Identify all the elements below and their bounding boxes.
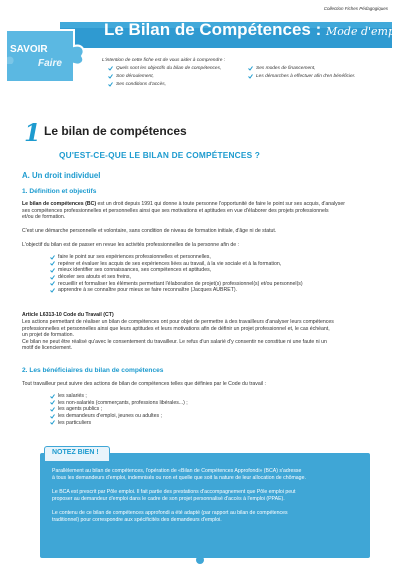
intro-item-text: Quels sont les objectifs du bilan de compétences,: [116, 65, 222, 71]
list-item-text: les salariés ;: [58, 393, 87, 400]
text-line: Le BCA est prescrit par Pôle emploi. Il fait partie des prestations d'accompagnement que Pôle emploi peut: [52, 489, 296, 495]
list-item: [50, 393, 188, 400]
list-item-text: faire le point sur ses expériences professionnelles et personnelles,: [58, 254, 211, 261]
badge-savoir: SAVOIR: [10, 44, 48, 55]
list-item: [50, 406, 188, 413]
list-item: [50, 274, 303, 281]
paragraph-definition: [22, 201, 382, 221]
title-sub: Mode d'emploi: [326, 25, 409, 38]
text-line: est un droit depuis 1991 qui donne à toute personne l'opportunité de faire le point sur ses acquis, d'analyser: [96, 201, 345, 207]
text-line: professionnelles et personnelles ainsi que leurs aptitudes et leurs motivations afin de définir un projet professionnel et, le cas échéant,: [22, 325, 330, 332]
text-line: Ce bilan ne peut être réalisé qu'avec le consentement du travailleur. Le refus d'un salarié d'y consentir ne constitue ni une faute ni un: [22, 338, 327, 345]
list-item: [50, 280, 303, 287]
check-icon: [50, 414, 55, 419]
list-item-text: recueillir et formaliser les éléments permettant l'élaboration de projet(s) professionnel(s) et/ou personnel(s): [58, 280, 303, 287]
note-paragraph: [52, 468, 362, 481]
list-item: [50, 413, 188, 420]
list-item: [50, 287, 303, 294]
check-icon: [108, 74, 113, 79]
list-item-text: les non-salariés (commerçants, professions libérales...) ;: [58, 399, 188, 406]
list-item-text: les agents publics ;: [58, 406, 103, 413]
note-paragraph: [52, 510, 362, 523]
intro-lead: L'intention de cette fiche est de vous aider à comprendre :: [102, 58, 226, 63]
check-icon: [50, 420, 55, 425]
badge-faire: Faire: [38, 58, 62, 69]
paragraph-objective: L'objectif du bilan est de passer en revue les activités professionnelles de la personne afin de :: [22, 242, 239, 248]
check-icon: [108, 66, 113, 71]
list-item-text: les demandeurs d'emploi, jeunes ou adultes ;: [58, 413, 162, 420]
intro-item-text: Ses modes de financement,: [256, 65, 316, 71]
text-line: Les actions permettant de réaliser un bilan de compétences ont pour objet de permettre à des travailleurs d'analyser leurs compétences: [22, 319, 334, 325]
list-item: [50, 267, 303, 274]
intro-item: [248, 64, 355, 72]
list-item-text: les particuliers: [58, 419, 92, 426]
check-icon: [248, 74, 253, 79]
collection-label: Collection Fiches Pédagogiques: [323, 6, 388, 11]
intro-item-text: Ses conditions d'accès,: [116, 81, 166, 87]
text-line: et/ou de formation.: [22, 214, 66, 221]
check-icon: [50, 288, 55, 293]
list-item: [50, 419, 188, 426]
section-number: 1: [24, 118, 41, 147]
page-title: [104, 20, 409, 40]
subsection-title-a: A. Un droit individuel: [22, 171, 101, 180]
section-title: Le bilan de compétences: [44, 124, 187, 138]
article-title: Article L6313-10 Code du Travail (CT): [22, 312, 114, 318]
text-line: ses compétences professionnelles et personnelles ainsi que ses motivations et aptitudes en vue d'élaborer des projets professionnels: [22, 207, 329, 214]
check-icon: [248, 66, 253, 71]
intro-item: [108, 72, 221, 80]
text-line: Le contenu de ce bilan de compétences approfondi a été adapté (par rapport au bilan de compétences: [52, 510, 288, 516]
title-main: Le Bilan de Compétences :: [104, 20, 322, 39]
intro-item: [108, 80, 221, 88]
check-icon: [50, 400, 55, 405]
heading-definition: 1. Définition et objectifs: [22, 188, 97, 195]
check-icon: [50, 407, 55, 412]
check-icon: [50, 281, 55, 286]
text-line: motif de licenciement.: [22, 345, 73, 352]
beneficiaries-list: [50, 393, 188, 426]
list-item: [50, 400, 188, 407]
intro-list-left: [108, 64, 221, 88]
note-title: NOTEZ BIEN !: [52, 449, 99, 456]
intro-list-right: [248, 64, 355, 80]
text-line: Parallèlement au bilan de compétences, l'opération de «Bilan de Compétences Approfondi» (BCA) s'adresse: [52, 468, 302, 474]
list-item-text: déceler ses atouts et ses freins,: [58, 274, 131, 281]
text-line: à tous les demandeurs d'emploi, indemnisés ou non et quelle que soit la nature de leur allocation de chômage.: [52, 474, 306, 481]
term-bc: Le bilan de compétences (BC): [22, 201, 97, 207]
heading-beneficiaries: 2. Les bénéficiaires du bilan de compétences: [22, 367, 164, 374]
list-item: [50, 261, 303, 268]
intro-item-text: Son déroulement,: [116, 73, 154, 79]
objectives-list: [50, 254, 303, 294]
text-line: un projet de formation.: [22, 332, 74, 339]
list-item-text: mieux identifier ses connaissances, ses compétences et aptitudes,: [58, 267, 212, 274]
paragraph-voluntary: C'est une démarche personnelle et volontaire, sans condition de niveau de formation initiale, d'âge ni de statut.: [22, 228, 277, 234]
text-line: traditionnel) pour correspondre aux spécificités des demandeurs d'emploi.: [52, 516, 222, 523]
question-title: QU'EST-CE-QUE LE BILAN DE COMPÉTENCES ?: [59, 150, 261, 160]
check-icon: [50, 268, 55, 273]
intro-item: [108, 64, 221, 72]
puzzle-icon: [2, 24, 88, 88]
article-text: [22, 319, 382, 352]
list-item-text: apprendre à se connaître pour mieux se faire reconnaître (Jacques AUBRET).: [58, 287, 238, 294]
check-icon: [108, 82, 113, 87]
intro-item-text: Les démarches à effectuer afin d'en bénéficier.: [256, 73, 356, 79]
note-paragraph: [52, 489, 362, 502]
check-icon: [50, 261, 55, 266]
check-icon: [50, 275, 55, 280]
paragraph-beneficiaries: Tout travailleur peut suivre des actions de bilan de compétences telles que définies par le Code du travail :: [22, 381, 266, 387]
check-icon: [50, 255, 55, 260]
page-marker: [196, 556, 204, 564]
intro-item: [248, 72, 355, 80]
list-item-text: repérer et évaluer les acquis de ses expériences liées au travail, à la vie sociale et à la formation,: [58, 260, 282, 267]
check-icon: [50, 394, 55, 399]
list-item: [50, 254, 303, 261]
text-line: proposer au demandeur d'emploi dans le cadre de son projet personnalisé d'accès à l'emploi (PPAE).: [52, 495, 285, 502]
